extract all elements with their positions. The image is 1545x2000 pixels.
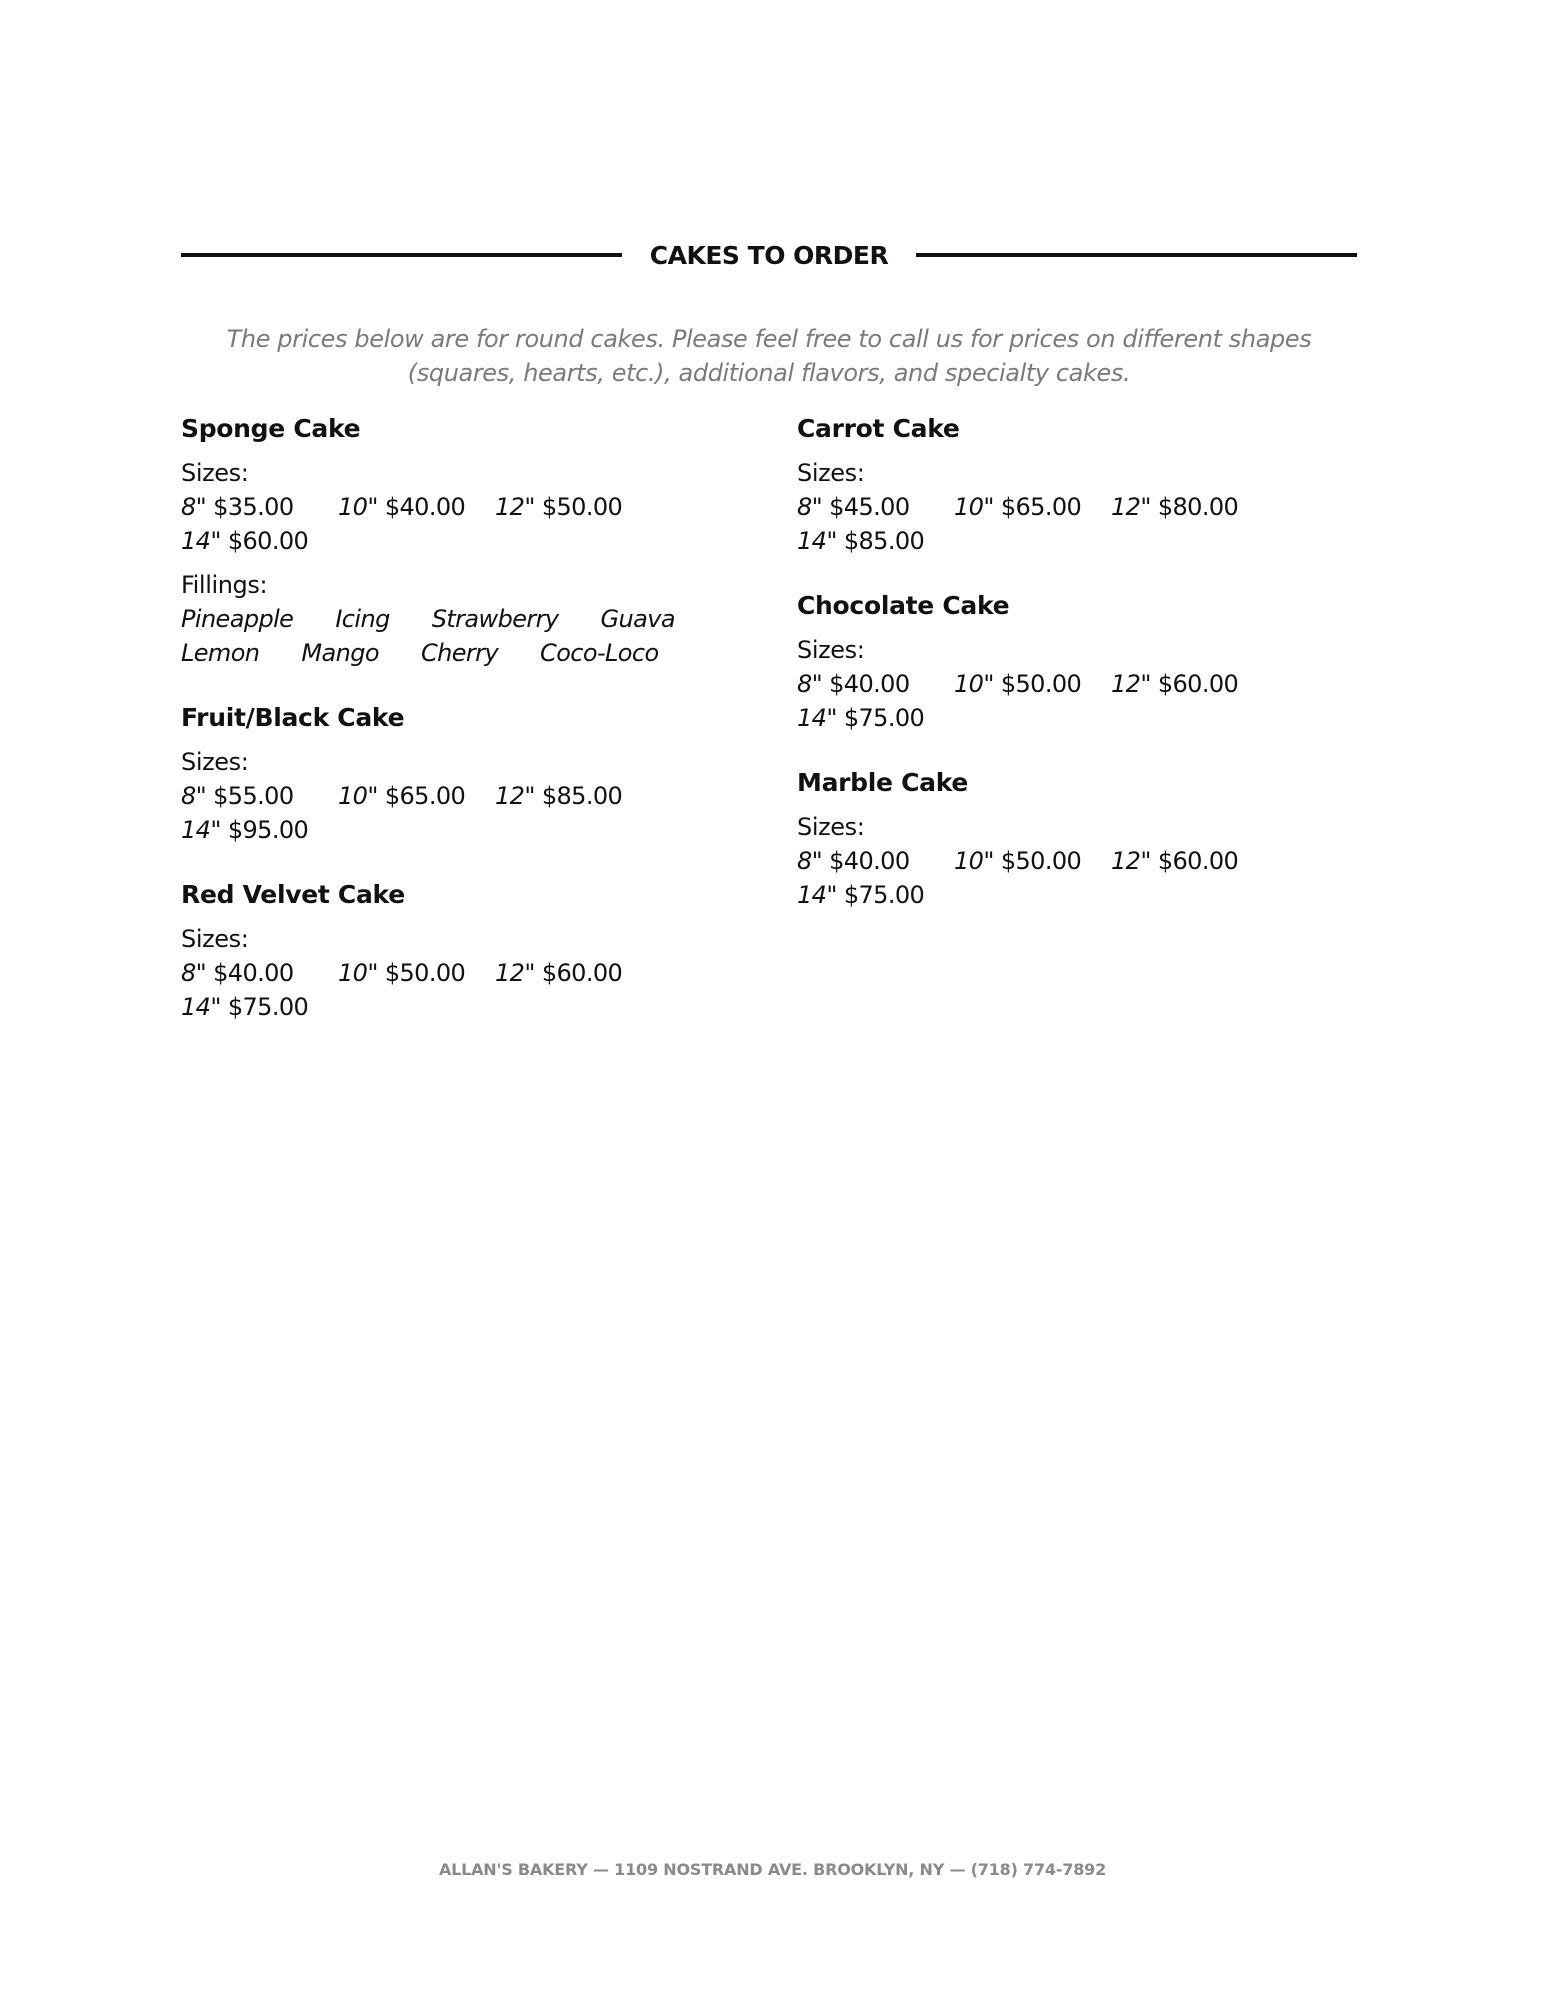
filling-item: Strawberry — [431, 605, 559, 633]
price-item — [797, 524, 954, 558]
size-label: 14" — [797, 704, 837, 732]
price-row — [797, 844, 1357, 878]
fillings-row — [181, 602, 741, 636]
size-label: 10" — [338, 493, 378, 521]
price-spacer — [221, 993, 228, 1021]
price-value: $65.00 — [1000, 493, 1082, 521]
size-label: 12" — [495, 782, 535, 810]
filling-item: Icing — [335, 605, 390, 633]
price-item — [181, 779, 338, 813]
page-title: CAKES TO ORDER — [649, 240, 889, 270]
sizes-label: Sizes: — [797, 636, 865, 664]
size-label: 8" — [797, 670, 823, 698]
size-label: 14" — [181, 816, 221, 844]
size-label: 10" — [954, 847, 994, 875]
cake-name: Carrot Cake — [797, 414, 960, 443]
price-spacer — [994, 847, 1001, 875]
price-item — [797, 878, 954, 912]
price-item — [181, 990, 338, 1024]
size-label: 10" — [338, 959, 378, 987]
price-spacer — [837, 527, 844, 555]
price-value: $75.00 — [843, 704, 925, 732]
price-row — [181, 779, 741, 813]
price-item — [495, 490, 652, 524]
filling-item: Guava — [600, 605, 675, 633]
price-item — [797, 667, 954, 701]
price-value: $45.00 — [829, 493, 910, 521]
price-spacer — [1151, 670, 1158, 698]
price-item — [797, 490, 954, 524]
price-spacer — [1151, 493, 1158, 521]
price-item — [1111, 667, 1268, 701]
price-value: $65.00 — [384, 782, 466, 810]
price-spacer — [378, 493, 385, 521]
price-value: $60.00 — [1157, 670, 1239, 698]
header-rule-right — [916, 253, 1357, 257]
price-spacer — [837, 704, 844, 732]
price-spacer — [221, 527, 228, 555]
price-item — [338, 779, 495, 813]
footer-contact: ALLAN'S BAKERY — 1109 NOSTRAND AVE. BROOKLYN, NY — (718) 774-7892 — [438, 1860, 1107, 1879]
sizes-label: Sizes: — [181, 748, 249, 776]
price-item — [1111, 844, 1268, 878]
price-value: $60.00 — [541, 959, 623, 987]
price-row — [181, 956, 741, 990]
size-label: 10" — [954, 670, 994, 698]
price-item — [181, 956, 338, 990]
price-spacer — [535, 959, 542, 987]
price-value: $40.00 — [384, 493, 466, 521]
price-item — [338, 490, 495, 524]
filling-item: Pineapple — [181, 605, 294, 633]
sizes-label: Sizes: — [797, 813, 865, 841]
price-item — [181, 490, 338, 524]
size-label: 8" — [797, 847, 823, 875]
sizes-label: Sizes: — [181, 925, 249, 953]
size-label: 10" — [338, 782, 378, 810]
price-row — [797, 667, 1357, 701]
price-row — [797, 878, 1357, 912]
price-row — [181, 524, 741, 558]
size-label: 12" — [495, 959, 535, 987]
price-row — [181, 813, 741, 847]
filling-item: Mango — [301, 639, 379, 667]
price-item — [181, 524, 338, 558]
price-spacer — [994, 670, 1001, 698]
price-item — [797, 701, 954, 735]
price-item — [1111, 490, 1268, 524]
price-value: $60.00 — [227, 527, 309, 555]
cake-section — [797, 589, 1357, 735]
price-row — [181, 490, 741, 524]
size-label: 8" — [181, 493, 207, 521]
price-value: $50.00 — [1000, 847, 1082, 875]
price-item — [954, 667, 1111, 701]
price-spacer — [535, 782, 542, 810]
price-value: $75.00 — [227, 993, 309, 1021]
intro-text: The prices below are for round cakes. Please feel free to call us for prices on different shapes (squares, hearts, etc.), additional flavors, and specialty cakes. — [226, 325, 1312, 387]
price-item — [181, 813, 338, 847]
cake-name: Red Velvet Cake — [181, 880, 405, 909]
price-spacer — [378, 782, 385, 810]
price-row — [181, 990, 741, 1024]
size-label: 8" — [797, 493, 823, 521]
size-label: 12" — [1111, 670, 1151, 698]
price-value: $50.00 — [1000, 670, 1082, 698]
size-label: 14" — [181, 993, 221, 1021]
cake-section — [797, 766, 1357, 912]
price-value: $40.00 — [829, 670, 910, 698]
price-value: $95.00 — [227, 816, 309, 844]
size-label: 12" — [1111, 847, 1151, 875]
price-item — [954, 844, 1111, 878]
size-label: 14" — [181, 527, 221, 555]
size-label: 14" — [797, 881, 837, 909]
price-value: $85.00 — [541, 782, 623, 810]
fillings-row — [181, 636, 741, 670]
cake-name: Marble Cake — [797, 768, 969, 797]
price-spacer — [535, 493, 542, 521]
price-value: $35.00 — [213, 493, 294, 521]
price-row — [797, 490, 1357, 524]
size-label: 12" — [495, 493, 535, 521]
cake-name: Fruit/Black Cake — [181, 703, 405, 732]
price-item — [954, 490, 1111, 524]
cake-section — [181, 701, 741, 847]
section-header — [181, 234, 1357, 276]
price-spacer — [994, 493, 1001, 521]
filling-item: Cherry — [420, 639, 499, 667]
filling-item: Coco-Loco — [540, 639, 659, 667]
price-value: $75.00 — [843, 881, 925, 909]
cake-section — [181, 412, 741, 670]
cake-section — [797, 412, 1357, 558]
price-value: $80.00 — [1157, 493, 1239, 521]
right-column — [797, 412, 1357, 943]
cake-name: Sponge Cake — [181, 414, 361, 443]
price-spacer — [378, 959, 385, 987]
size-label: 8" — [181, 959, 207, 987]
price-item — [495, 956, 652, 990]
sizes-label: Sizes: — [797, 459, 865, 487]
price-row — [797, 701, 1357, 735]
price-value: $50.00 — [384, 959, 466, 987]
price-spacer — [221, 816, 228, 844]
left-column — [181, 412, 741, 1055]
size-label: 14" — [797, 527, 837, 555]
price-value: $40.00 — [829, 847, 910, 875]
price-value: $55.00 — [213, 782, 294, 810]
price-value: $85.00 — [843, 527, 925, 555]
header-rule-left — [181, 253, 622, 257]
price-value: $60.00 — [1157, 847, 1239, 875]
price-row — [797, 524, 1357, 558]
price-value: $50.00 — [541, 493, 623, 521]
fillings-block — [181, 568, 741, 670]
size-label: 8" — [181, 782, 207, 810]
cake-section — [181, 878, 741, 1024]
price-item — [495, 779, 652, 813]
fillings-label: Fillings: — [181, 571, 268, 599]
price-spacer — [837, 881, 844, 909]
sizes-label: Sizes: — [181, 459, 249, 487]
price-spacer — [1151, 847, 1158, 875]
price-value: $40.00 — [213, 959, 294, 987]
size-label: 10" — [954, 493, 994, 521]
price-item — [797, 844, 954, 878]
size-label: 12" — [1111, 493, 1151, 521]
price-item — [338, 956, 495, 990]
cake-name: Chocolate Cake — [797, 591, 1010, 620]
filling-item: Lemon — [181, 639, 260, 667]
